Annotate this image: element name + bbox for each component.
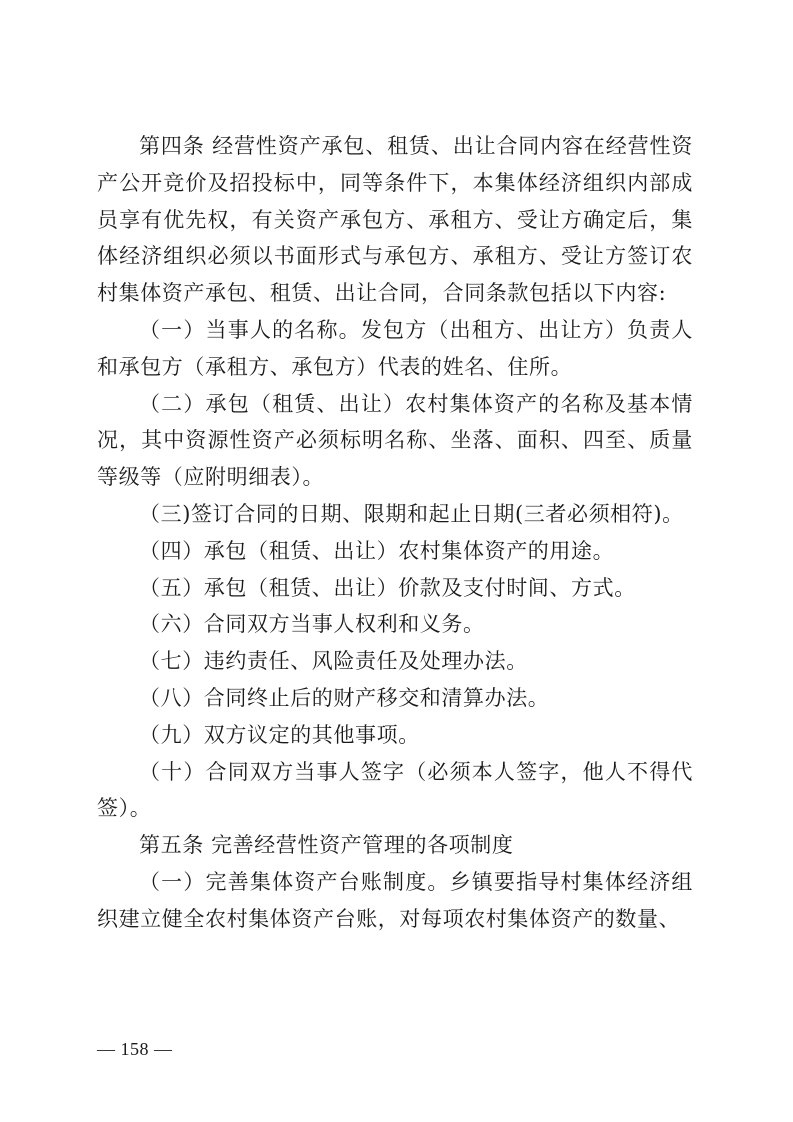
article-5-heading: 第五条 完善经营性资产管理的各项制度	[139, 833, 514, 858]
clause-2-paragraph: （二）承包（租赁、出让）农村集体资产的名称及基本情况，其中资源性资产必须标明名称、坐落、面积、四至、质量等级等（应附明细表）。	[97, 391, 693, 490]
clause-9-paragraph: （九）双方议定的其他事项。	[139, 722, 420, 747]
clause-10-paragraph: （十）合同双方当事人签字（必须本人签字，他人不得代签）。	[97, 759, 693, 821]
page-number: — 158 —	[97, 1039, 173, 1059]
clause-6-paragraph: （六）合同双方当事人权利和义务。	[139, 612, 485, 637]
clause-5-paragraph: （五）承包（租赁、出让）价款及支付时间、方式。	[139, 575, 636, 600]
clause-7-paragraph: （七）违约责任、风险责任及处理办法。	[139, 649, 528, 674]
clause-8-paragraph: （八）合同终止后的财产移交和清算办法。	[139, 685, 550, 710]
article-5-clause-1-paragraph: （一）完善集体资产台账制度。乡镇要指导村集体经济组织建立健全农村集体资产台账，对每项农村集体资产的数量、	[97, 869, 693, 931]
article-4-paragraph: 第四条 经营性资产承包、租赁、出让合同内容在经营性资产公开竞价及招投标中，同等条件下，本集体经济组织内部成员享有优先权，有关资产承包方、承租方、受让方确定后，集体经济组织必须以书面形式与承包方、承租方、受让方签订农村集体资产承包、租赁、出让合同，合同条款包括以下内容:	[97, 134, 693, 306]
document-body	[97, 128, 693, 938]
clause-4-paragraph: （四）承包（租赁、出让）农村集体资产的用途。	[139, 538, 615, 563]
clause-3-paragraph: （三)签订合同的日期、限期和起止日期(三者必须相符)。	[139, 501, 684, 526]
clause-1-paragraph: （一）当事人的名称。发包方（出租方、出让方）负责人和承包方（承租方、承包方）代表的姓名、住所。	[97, 317, 693, 379]
